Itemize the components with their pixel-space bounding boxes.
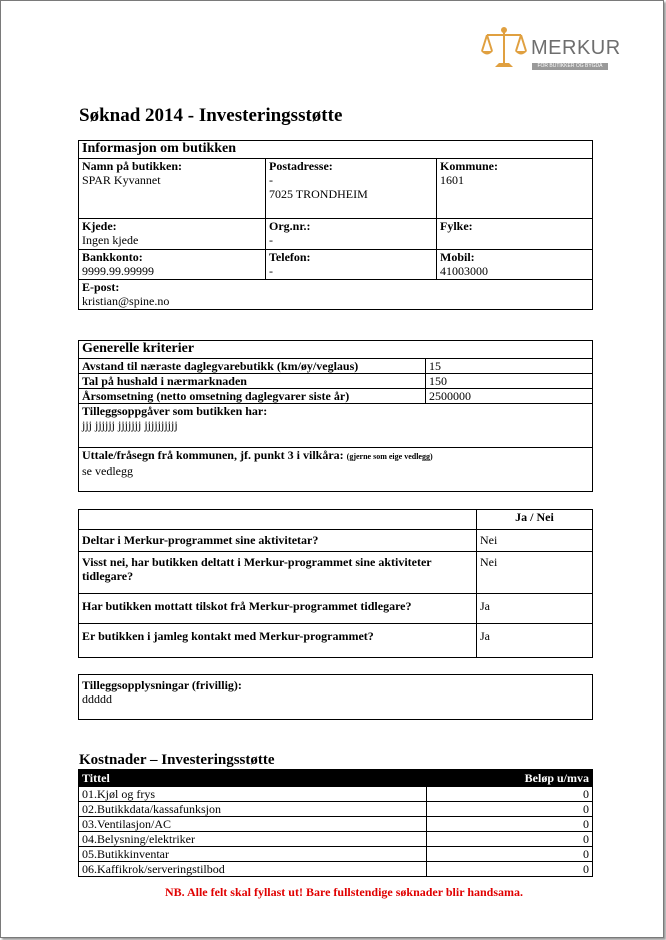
post-cell	[266, 159, 437, 219]
cost-title: 06.Kaffikrok/serveringstilbod	[79, 862, 427, 877]
extra-table	[78, 674, 593, 720]
tillegg-label: Tilleggsoppgåver som butikken har:	[82, 404, 268, 418]
col-amount-header: Beløp u/mva	[427, 770, 593, 787]
cost-title: 03.Ventilasjon/AC	[79, 817, 427, 832]
kjede-value: Ingen kjede	[82, 233, 139, 247]
logo-tagline: FOR BUTIKKER OG BYGDA	[532, 63, 608, 70]
cost-amount: 0	[427, 817, 593, 832]
page-title: Søknad 2014 - Investeringsstøtte	[79, 105, 343, 126]
info-table	[78, 140, 593, 310]
cost-title: 02.Butikkdata/kassafunksjon	[79, 802, 427, 817]
post-line1: -	[269, 173, 273, 187]
criteria-label: Avstand til næraste daglegvarebutikk (km/øy/veglaus)	[79, 359, 426, 374]
criteria-label: Tal på hushald i nærmarknaden	[79, 374, 426, 389]
merkur-question: Er butikken i jamleg kontakt med Merkur-programmet?	[79, 624, 477, 658]
cost-amount: 0	[427, 847, 593, 862]
extra-cell	[79, 675, 593, 720]
merkur-question: Har butikken mottatt tilskot frå Merkur-programmet tidlegare?	[79, 594, 477, 624]
butikk-label: Namn på butikken:	[82, 159, 183, 173]
merkur-header-empty	[79, 510, 477, 530]
kjede-label: Kjede:	[82, 219, 117, 233]
fylke-cell	[437, 219, 593, 250]
cost-title: 04.Belysning/elektriker	[79, 832, 427, 847]
extra-label: Tilleggsopplysningar (frivillig):	[82, 678, 242, 692]
fylke-label: Fylke:	[440, 219, 473, 233]
uttale-note: (gjerne som eige vedlegg)	[346, 452, 433, 461]
cost-title: 05.Butikkinventar	[79, 847, 427, 862]
tillegg-value: jjj jjjjjj jjjjjjj jjjjjjjjjj	[82, 418, 178, 432]
org-cell	[266, 219, 437, 250]
org-value: -	[269, 233, 273, 247]
criteria-value: 15	[426, 359, 593, 374]
uttale-value: se vedlegg	[82, 464, 133, 478]
cost-title: 01.Kjøl og frys	[79, 787, 427, 802]
tlf-label: Telefon:	[269, 250, 311, 264]
tillegg-cell	[79, 404, 593, 448]
scales-icon	[479, 25, 529, 71]
kjede-cell	[79, 219, 266, 250]
mobil-cell	[437, 250, 593, 280]
uttale-cell	[79, 448, 593, 492]
cost-amount: 0	[427, 787, 593, 802]
kommune-cell	[437, 159, 593, 219]
bank-cell	[79, 250, 266, 280]
criteria-value: 150	[426, 374, 593, 389]
org-label: Org.nr.:	[269, 219, 311, 233]
merkur-answer: Nei	[477, 552, 593, 594]
criteria-heading: Generelle kriterier	[79, 341, 593, 359]
mobil-label: Mobil:	[440, 250, 475, 264]
cost-amount: 0	[427, 862, 593, 877]
bank-label: Bankkonto:	[82, 250, 143, 264]
merkur-answer: Ja	[477, 624, 593, 658]
kommune-value: 1601	[440, 173, 464, 187]
merkur-logo	[479, 25, 619, 75]
criteria-label: Årsomsetning (netto omsetning daglegvarer siste år)	[79, 389, 426, 404]
col-title-header: Tittel	[79, 770, 427, 787]
costs-heading: Kostnader – Investeringsstøtte	[79, 752, 275, 768]
butikk-cell	[79, 159, 266, 219]
extra-value: ddddd	[82, 692, 112, 706]
costs-table	[78, 769, 593, 877]
mobil-value: 41003000	[440, 264, 488, 278]
cost-amount: 0	[427, 802, 593, 817]
tlf-cell	[266, 250, 437, 280]
merkur-answer: Nei	[477, 530, 593, 552]
merkur-table	[78, 509, 593, 658]
epost-label: E-post:	[82, 280, 120, 294]
criteria-table	[78, 340, 593, 492]
bank-value: 9999.99.99999	[82, 264, 154, 278]
kommune-label: Kommune:	[440, 159, 498, 173]
merkur-answer: Ja	[477, 594, 593, 624]
ja-nei-header: Ja / Nei	[477, 510, 593, 530]
merkur-question: Deltar i Merkur-programmet sine aktivitetar?	[79, 530, 477, 552]
epost-cell	[79, 280, 593, 310]
logo-name: MERKUR	[531, 37, 621, 59]
warning-note: NB. Alle felt skal fyllast ut! Bare fullstendige søknader blir handsama.	[164, 885, 524, 899]
merkur-question: Visst nei, har butikken deltatt i Merkur-programmet sine aktiviteter tidlegare?	[79, 552, 477, 594]
butikk-value: SPAR Kyvannet	[82, 173, 161, 187]
criteria-value: 2500000	[426, 389, 593, 404]
post-label: Postadresse:	[269, 159, 333, 173]
cost-amount: 0	[427, 832, 593, 847]
epost-value: kristian@spine.no	[82, 294, 170, 308]
post-line2: 7025 TRONDHEIM	[269, 187, 368, 201]
uttale-label: Uttale/fråsegn frå kommunen, jf. punkt 3 i vilkåra:	[82, 448, 344, 462]
info-heading: Informasjon om butikken	[79, 141, 593, 159]
tlf-value: -	[269, 264, 273, 278]
